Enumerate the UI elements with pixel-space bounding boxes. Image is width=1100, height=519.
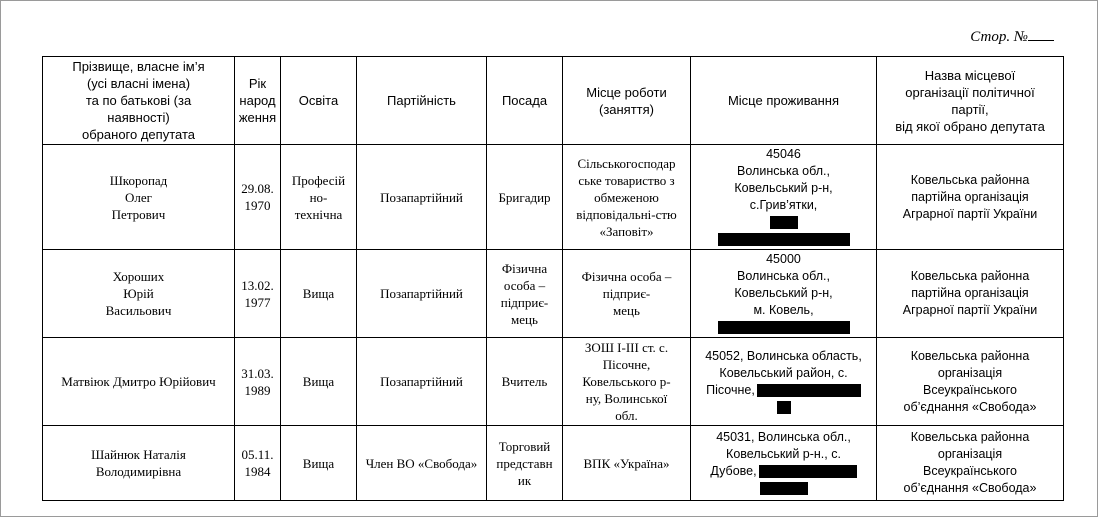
text-line: 31.03. [241,365,274,381]
table-header-row [43,57,1064,145]
redaction-bar [760,482,808,495]
table-row [43,250,1064,338]
text-line: 45031, Волинська обл., [716,430,851,444]
address-text [693,251,874,319]
cell-address [691,338,877,426]
text-line: Освіта [298,93,339,108]
redaction-bar [757,384,861,397]
text-line: Прізвище, власне ім’я [72,59,205,74]
cell-name [43,426,235,501]
header-education [281,57,357,145]
text-line: Місце проживання [727,93,840,108]
text-line: представн [496,455,553,471]
cell-education [281,145,357,250]
text-line: обл. [615,408,638,423]
text-line: «Заповіт» [599,223,654,239]
text-line: Рік [248,76,267,91]
text-line: Пісочне, [602,357,651,372]
text-line: Позапартійний [380,374,463,389]
cell-birth [235,250,281,338]
address-text [693,146,874,214]
text-line: (заняття) [598,101,654,117]
text-line: ження [238,110,277,125]
text-line: організації політичної [905,84,1035,100]
table-row [43,145,1064,250]
cell-name [43,338,235,426]
text-line: народ [239,93,276,108]
text-line: ське товариство з [578,172,675,188]
cell-organization [877,250,1064,338]
text-line: Професій [291,172,346,188]
text-line: Сільськогосподар [577,155,676,171]
text-line: Володимирівна [95,464,182,479]
text-line: Ковельська районна [910,348,1030,363]
text-line: партійна організація [911,189,1029,204]
cell-birth [235,338,281,426]
header-party-membership [357,57,487,145]
text-line: Вища [302,455,335,471]
text-line: Вища [302,374,335,389]
text-line: Член ВО «Свобода» [365,455,478,471]
cell-education [281,338,357,426]
text-line: Дубове, [693,463,874,480]
cell-education [281,250,357,338]
text-line: 13.02. [241,277,274,293]
header-residence [691,57,877,145]
text-line: Юрій [123,286,154,301]
cell-birth [235,145,281,250]
text-line: Посада [501,93,548,108]
cell-party [357,145,487,250]
text-line: мець [511,311,538,327]
cell-education [281,426,357,501]
text-line: Шкоропад [109,172,168,188]
text-line: Шайнюк Наталія [91,447,186,462]
header-full-name [43,57,235,145]
redaction-bar [718,321,850,334]
text-line: підприє- [602,286,651,301]
header-birth-year [235,57,281,145]
text-line: Назва місцевої [924,67,1016,83]
text-line: но- [309,189,328,205]
text-line: Ковельська районна [910,269,1030,283]
text-line: організація [937,365,1003,380]
text-line: Позапартійний [380,189,463,205]
redaction-bar [759,465,857,478]
text-line: Ковельська районна [910,172,1030,187]
text-line: Вища [302,286,335,301]
text-line: партійна організація [911,286,1029,300]
text-line: ВПК «Україна» [583,455,670,471]
text-line: Пісочне, [693,382,874,399]
text-line: Торговий [498,438,551,454]
text-line: Олег [125,189,152,205]
text-line: 05.11. [241,447,274,462]
header-position [487,57,563,145]
text-line: 1970 [244,198,271,213]
cell-workplace [563,426,691,501]
cell-address [691,250,877,338]
cell-party [357,338,487,426]
cell-organization [877,426,1064,501]
text-line: 45046 [766,147,801,161]
text-line: 45000 [766,252,801,266]
cell-name [43,145,235,250]
text-line: Всеукраїнського [923,382,1017,397]
text-line: Фізична [501,260,548,276]
cell-organization [877,145,1064,250]
text-line: особа – [503,277,546,293]
cell-position [487,145,563,250]
text-line: Ковельського р- [582,374,671,389]
redaction-bar [777,401,791,414]
text-line: 1977 [244,294,271,310]
header-party-organization [877,57,1064,145]
cell-party [357,250,487,338]
text-line: обмеженою [594,189,659,205]
text-line: 1989 [244,382,271,398]
text-line: м. Ковель, [753,303,814,317]
text-line: Матвіюк Дмитро Юрійович [61,374,216,389]
table-row [43,426,1064,501]
redaction-bar [770,216,798,229]
text-line: Ковельський р-н, [734,286,833,300]
redaction-bar [718,233,850,246]
cell-workplace [563,338,691,426]
text-line: Ковельський р-н, [734,181,833,195]
cell-workplace [563,250,691,338]
text-line: 29.08. [241,181,274,196]
text-line: відповідальні-стю [576,206,677,222]
text-line: Хороших [112,269,165,284]
header-workplace [563,57,691,145]
text-line: Ковельський р-н., с. [726,447,841,461]
cell-name [43,250,235,338]
cell-birth [235,426,281,501]
text-line: підприє- [500,294,549,310]
text-line: ЗОШ I-III ст. с. [584,340,669,355]
text-line: Васильович [105,303,172,318]
text-line: Волинська обл., [737,269,830,283]
cell-position [487,338,563,426]
cell-position [487,426,563,501]
text-line: Позапартійний [380,286,463,301]
cell-address [691,145,877,250]
text-line: обраного депутата [82,127,195,142]
text-line: ну, Волинської [585,391,668,406]
text-line: 1984 [244,464,271,479]
page-label-text: Стор. № [970,29,1028,45]
table-row [43,338,1064,426]
text-line: Аграрної партії України [902,303,1038,317]
address-text [693,429,874,480]
text-line: Аграрної партії України [902,206,1038,221]
cell-position [487,250,563,338]
text-line: партії, [951,101,989,117]
page-number-label [970,26,1054,46]
text-line: Партійність [387,93,456,108]
deputies-table [42,56,1064,501]
text-line: с.Грив’ятки, [749,198,818,212]
text-line: ик [517,472,532,488]
text-line: Петрович [111,206,166,222]
cell-address [691,426,877,501]
text-line: Бригадир [498,189,551,205]
text-line: мець [613,303,640,318]
text-line: від якої обрано депутата [895,118,1045,134]
text-line: Волинська обл., [737,164,830,178]
text-line: Фізична особа – [581,269,672,284]
text-line: Всеукраїнського [923,464,1017,478]
cell-organization [877,338,1064,426]
cell-party [357,426,487,501]
text-line: організація [937,447,1003,461]
text-line: об’єднання «Свобода» [903,481,1037,495]
page-number-blank [1028,26,1054,41]
text-line: Ковельська районна [910,430,1030,444]
text-line: (усі власні імена) [86,76,191,91]
text-line: об’єднання «Свобода» [903,399,1037,414]
text-line: технічна [294,206,343,222]
address-text [693,348,874,399]
text-line: наявності) [107,110,170,125]
text-line: та по батькові (за [85,93,192,108]
cell-workplace [563,145,691,250]
text-line: 45052, Волинська область, [705,348,862,363]
text-line: Вчитель [501,374,548,389]
text-line: Ковельський район, с. [719,365,848,380]
text-line: Місце роботи [586,84,667,100]
